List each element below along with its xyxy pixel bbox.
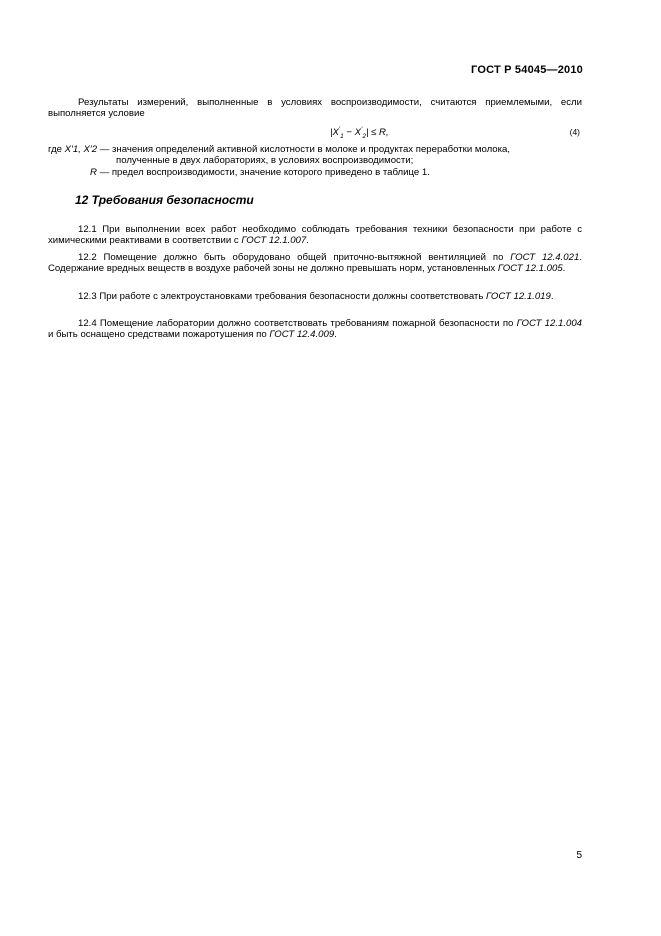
- formula-line: [48, 126, 582, 141]
- equation-number: (4): [569, 127, 580, 137]
- standard-reference: ГОСТ 12.4.021: [510, 252, 580, 263]
- where-line-3: R — предел воспроизводимости, значение которого приведено в таблице 1.: [90, 166, 430, 178]
- reproducibility-formula: $|X'_1 - X'_2| \le R$,: [330, 126, 389, 141]
- standard-reference: ГОСТ 12.1.004: [516, 318, 582, 329]
- section-heading: 12 Требования безопасности: [75, 193, 254, 207]
- standard-reference: ГОСТ 12.1.005: [497, 263, 563, 275]
- standard-reference: ГОСТ 12.4.009: [269, 329, 335, 341]
- intro-paragraph: Результаты измерений, выполненные в условиях воспроизводимости, считаются приемлемыми, если выполняется условие: [48, 97, 582, 120]
- paragraph-12-2: 12.2 Помещение должно быть оборудовано общей приточно-вытяжной вентиляцией по ГОСТ 12.4.021. Содержание вредных веществ в воздухе рабочей зоны не должно превышать норм, установленных ГОСТ 12.1.005.: [48, 252, 582, 275]
- where-symbols: X′1, X′2: [64, 144, 98, 155]
- paragraph-12-3: 12.3 При работе с электроустановками требования безопасности должны соответствовать ГОСТ 12.1.019.: [78, 291, 554, 302]
- paragraph-12-1: 12.1 При выполнении всех работ необходимо соблюдать требования техники безопасности при работе с химическими реактивами в соответствии с ГОСТ 12.1.007.: [48, 224, 582, 247]
- standard-reference: ГОСТ 12.1.019: [486, 291, 551, 302]
- where-line-2: полученные в двух лабораториях, в условиях воспроизводимости;: [116, 155, 414, 167]
- where-line-1: где X′1, X′2 — значения определений активной кислотности в молоке и продуктах переработки молока,: [48, 144, 511, 155]
- document-header: ГОСТ Р 54045—2010: [471, 64, 583, 76]
- where-clause: [48, 144, 582, 178]
- standard-reference: ГОСТ 12.1.007: [241, 235, 307, 247]
- paragraph-12-4: 12.4 Помещение лаборатории должно соответствовать требованиям пожарной безопасности по ГОСТ 12.1.004 и быть оснащено средствами пожаротушения по ГОСТ 12.4.009.: [48, 318, 582, 341]
- page-number: 5: [576, 850, 582, 861]
